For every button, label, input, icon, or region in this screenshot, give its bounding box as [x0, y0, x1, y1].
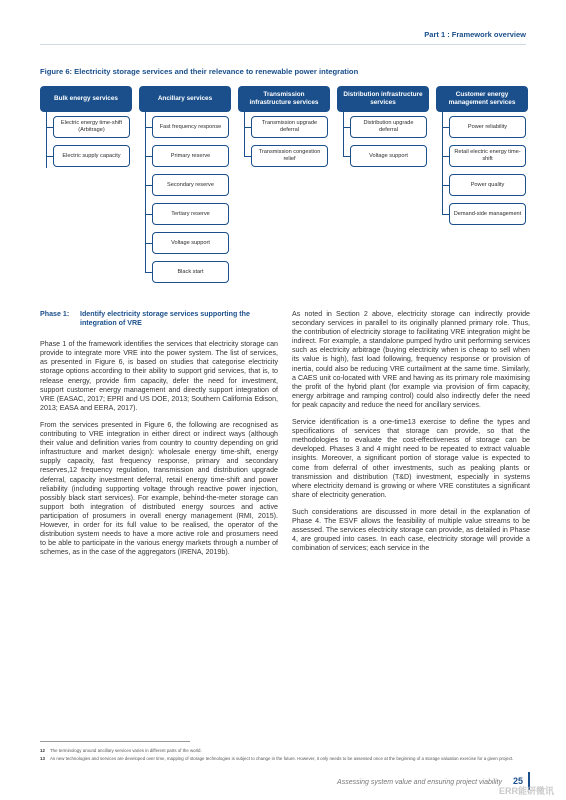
- service-box: Secondary reserve: [152, 174, 229, 196]
- service-box: Electric energy time-shift (Arbitrage): [53, 116, 130, 138]
- service-box: Primary reserve: [152, 145, 229, 167]
- column-heading: Distribution infrastructure services: [337, 86, 429, 112]
- paragraph: Service identification is a one-time13 exercise to define the types and specifications of services that storage can provide, so that the methodologies to evaluate the cost-effectiveness of storage can be developed. Phases 3 and 4 might need to be repeated to extract valuable insights. Moreover, a significant portion of storage value is expected to come from deferral of other investments, such as peaking plants or transmission and distribution (T&D) investment, especially in systems where electricity demand is growing or where VRE constitutes a significant share of electricity generation.: [292, 418, 530, 499]
- right-text-column: [292, 310, 530, 561]
- phase-heading: Phase 1: Identify electricity storage services supporting the integration of VRE: [40, 310, 250, 328]
- paragraph: Such considerations are discussed in more detail in the explanation of Phase 4. The ESVF allows the feasibility of multiple value streams to be assessed. The services electricity storage can provide, as detailed in Phase 4, are grouped into cases. In each case, electricity storage will provide a combination of services; each service in the: [292, 507, 530, 553]
- watermark-logo: ERR能研微讯: [498, 786, 554, 796]
- column-heading: Transmission infrastructure services: [238, 86, 330, 112]
- footer-title: Assessing system value and ensuring project viability: [337, 779, 502, 786]
- paragraph: From the services presented in Figure 6, the following are recognised as contributing to VRE integration in either direct or indirect ways (although their value and definition varies from country to country depending on grid infrastructure and market design): wholesale energy time-shift, energy supply capacity, fast frequency response, primary and secondary reserves,12 frequency regulation, transmission and distribution upgrade deferral, capacity investment deferral, retail energy time-shift and power reliability (including supporting voltage through reactive power injection, possibly black start services). For example, behind-the-meter storage can support both integration of distributed energy sources and active participation of prosumers in overall energy management (RMI, 2015). However, in order for its full value to be realised, the operator of the distribution system needs to have a more active role and prosumers need to be able to participate in the various energy markets through a number of schemes, as in the case of the aggregators (IRENA, 2019b).: [40, 420, 278, 557]
- figure-title: Figure 6: Electricity storage services and their relevance to renewable power integration: [40, 67, 359, 76]
- service-box: Distribution upgrade deferral: [350, 116, 427, 138]
- left-text-column: [40, 310, 278, 565]
- service-box: Transmission congestion relief: [251, 145, 328, 167]
- service-box: Power quality: [449, 174, 526, 196]
- service-box: Tertiary reserve: [152, 203, 229, 225]
- service-box: Electric supply capacity: [53, 145, 130, 167]
- footnote-divider: [40, 741, 190, 742]
- service-box: Transmission upgrade deferral: [251, 116, 328, 138]
- service-box: Fast frequency response: [152, 116, 229, 138]
- paragraph: As noted in Section 2 above, electricity storage can indirectly provide secondary services in parallel to its originally planned primary role. Thus, the contribution of electricity storage to facilitating VRE integration might be indirect. For example, a standalone pumped hydro unit performing services such as electricity arbitrage (buying electricity when is cheap to sell when its value is high), fast load following, frequency response or provision of inertia, could also be reducing VRE curtailment at the same time. Similarly, a CAES unit co-located with VRE and having as its primary role maximising the profit of the hybrid plant (for example via provision of firm capacity, energy arbitrage and ramping control) could also indirectly defer the need for peak capacity and reduce the need for ancillary services.: [292, 310, 530, 409]
- section-header: Part 1 : Framework overview: [424, 30, 526, 39]
- column-heading: Customer energy management services: [436, 86, 528, 112]
- column-heading: Bulk energy services: [40, 86, 132, 112]
- footnote: 12 The terminology around ancillary services varies in different parts of the world.: [40, 748, 202, 753]
- service-box: Voltage support: [350, 145, 427, 167]
- column-heading: Ancillary services: [139, 86, 231, 112]
- service-box: Demand-side management: [449, 203, 526, 225]
- footnote: 13 As new technologies and services are developed over time, mapping of storage technologies is subject to change in the future. However, it only needs to be assessed once at the beginning of a storage valuation exercise for a given project.: [40, 756, 514, 761]
- service-box: Voltage support: [152, 232, 229, 254]
- service-box: Retail electric energy time-shift: [449, 145, 526, 167]
- service-box: Black start: [152, 261, 229, 283]
- footnotes: [40, 748, 530, 764]
- page-number: 25: [512, 776, 523, 786]
- header-divider: [40, 44, 526, 45]
- services-diagram: [40, 86, 530, 286]
- service-box: Power reliability: [449, 116, 526, 138]
- paragraph: Phase 1 of the framework identifies the services that electricity storage can provide to integrate more VRE into the power system. The list of services, as presented in Figure 6, is based on studies that categorise electricity storage options according to their ability to support grid services, that is, to release energy, provide firm capacity, defer the need for investment, support customer energy management and directly support integration of VRE (EASAC, 2017; EPRI and US DOE, 2013; Southern California Edison, 2013; EASA and EERA, 2017).: [40, 340, 278, 412]
